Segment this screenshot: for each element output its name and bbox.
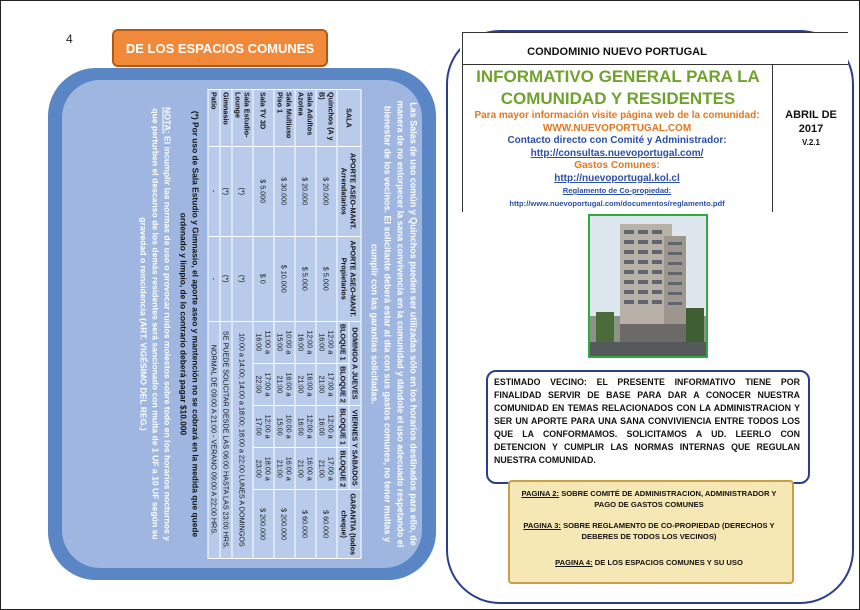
issue-date [776,108,846,150]
cell-dj2: 17:00 a 21:00 [316,363,337,405]
cell-arr: $ 30.000 [274,146,295,236]
cell-prop: $ 0 [253,236,274,321]
spaces-table [208,89,362,559]
cell-arr: $ 5.000 [253,146,274,236]
page-index-text: DE LOS ESPACIOS COMUNES Y SU USO [594,558,743,567]
building-image [590,216,706,356]
table-row [316,90,337,559]
cell-vs2: 16:00 a 21:00 [274,448,295,490]
cell-dj1: 12:00 a 16:00 [295,321,316,363]
cell-arr: - [208,146,220,236]
page-index-label: PAGINA 3: [523,521,561,530]
cell-dj1: 12:00 a 16:00 [316,321,337,363]
building-photo [588,214,708,358]
penalty-note [138,99,174,549]
cell-prop: $ 5.000 [295,236,316,321]
cell-vs2: 16:00 a 21:00 [295,448,316,490]
page-index-label: PAGINA 2: [521,489,560,498]
cell-prop: (*) [220,236,232,321]
col-garantia: GARANTIA (todos cheque) [337,490,361,559]
cell-vs1: 12:00 a 17:00 [253,406,274,448]
cell-prop: $ 10.000 [274,236,295,321]
page-index-text: SOBRE REGLAMENTO DE CO-PROPIEDAD (DERECHOS Y DEBERES DE TODOS LOS VECINOS) [563,521,775,541]
welcome-message: ESTIMADO VECINO: EL PRESENTE INFORMATIVO TIENE POR FINALIDAD SERVIR DE BASE PARA DAR A CONOCER NUESTRA COMUNIDAD EN TEMAS RELACIONADOS CON LA ADMINISTRACION Y SER UN APORTE PARA UNA SANA CONVIVIENCIA ENTRE TODOS LOS QUE LA CONFORMAMOS. SOLICITAMOS A UD. LEERLO CON DETENCION Y CUMPLIR LAS NORMAS INTERNAS QUE REGULAN NUESTRA COMUNIDAD. [494,377,800,465]
web-link[interactable]: WWW.NUEVOPORTUGAL.COM [542,122,692,134]
sub-bloque-2: BLOQUE 2 [337,363,349,405]
cell-sala: Sala TV 3D [253,90,274,147]
col-vie-sab: VIERNES Y SABADOS [349,406,361,490]
web-label: Para mayor información visite página web de la comunidad: [474,110,760,121]
cell-arr: $ 20.000 [316,146,337,236]
cell-garantia: $ 200.000 [274,490,295,559]
table-row [253,90,274,559]
cell-sala: Patio [208,90,220,147]
cell-vs1: 10:00 a 15:00 [274,406,295,448]
table-row [232,90,253,559]
table-row [220,90,232,559]
intro-text: Las Salas de uso común y Quinchos pueden ser utilizadas sólo en los horarios destinados para ello, de manera de no entorpecer la sana convivencia en la comunidad y dándole el uso adecuado respetando el bienestar de los vecinos. El solicitante deberá estar al día con sus gastos comunes, no tener multas y cumplir con las garantías solicitadas. [369,100,419,548]
page-index-item [512,520,786,542]
cell-sala: Gimnasio [220,90,232,147]
version-text: V.2.1 [802,138,820,147]
note-label: NOTA: [162,107,173,134]
cell-arr: (*) [232,146,253,236]
cell-dj2: 16:00 a 21:00 [295,363,316,405]
cell-vs2: 18:00 a 23:00 [253,448,274,490]
section-title: DE LOS ESPACIOS COMUNES [112,29,328,67]
cell-dj2: 16:00 a 21:00 [274,363,295,405]
table-row [295,90,316,559]
cell-horario: SE PUEDE SOLICITAR DESDE LAS 06:00 HASTA LAS 23:00 HRS. [220,321,232,558]
cell-garantia: $ 60.000 [295,490,316,559]
star-note: (*) Por uso de Sala Estudio y Gimnasio, el aporte aseo y mantención no se cobrará en la medida que quede ordenado y limpio, de lo contrario deberá pagar $10.000 [178,110,201,538]
header-divider [462,64,848,65]
cell-garantia: $ 60.000 [316,490,337,559]
cell-horario: NORMAL DE 09:00 A 21:00 - VERANO 09:00 A 22:00 HRS. [208,321,220,558]
table-row [208,90,220,559]
cell-vs2: 17:00 a 21:00 [316,448,337,490]
header-divider [462,32,463,212]
cell-arr: (*) [220,146,232,236]
cell-prop: - [208,236,220,321]
gastos-link[interactable]: http://nuevoportugal.kol.cl [554,172,680,184]
cell-sala: Sala Adultos Azotea [295,90,316,147]
condo-name: CONDOMINIO NUEVO PORTUGAL [527,46,707,58]
main-title: INFORMATIVO GENERAL PARA LA COMUNIDAD Y RESIDENTES [476,67,760,108]
page-index-item [512,557,786,568]
col-aporte-arr: APORTE ASEO-MANT. Arrendatarios [337,146,361,236]
cell-prop: (*) [232,236,253,321]
header-divider [772,64,773,212]
cell-vs1: 12:00 a 16:00 [295,406,316,448]
cell-dj2: 17:00 a 22:00 [253,363,274,405]
sub-bloque-1: BLOQUE 1 [337,321,349,363]
col-aporte-prop: APORTE ASEO-MANT. Propietarios [337,236,361,321]
reglamento-label: Reglamento de Co-propiedad: [562,186,672,195]
page-number: 4 [66,32,73,46]
rotated-content [65,89,420,559]
cell-dj1: 10:00 a 15:00 [274,321,295,363]
col-dom-jue: DOMINGO A JUEVES [349,321,361,405]
cell-dj1: 11:00 a 16:00 [253,321,274,363]
cell-sala: Sala Multiuso Piso 1 [274,90,295,147]
page-index-item [512,488,786,510]
cell-vs1: 12:00 a 16:00 [316,406,337,448]
cell-garantia: $ 200.000 [253,490,274,559]
gastos-label: Gastos Comunes: [574,160,660,171]
note-text: El incumplir las normas de uso o provocar ruidos molestos sobre todo en los horarios nocturnos y que perturben el descanso de los demás residentes será sancionado con multa de 1 UF a 10 UF según su gravedad o reincidencia (ART. VIGÉSIMO DEL REG.) [138,108,173,541]
table-row [274,90,295,559]
page-index-text: SOBRE COMITÉ DE ADMINISTRACION, ADMINISTRADOR Y PAGO DE GASTOS COMUNES [561,489,777,509]
cell-arr: $ 20.000 [295,146,316,236]
date-text: ABRIL DE 2017 [785,109,837,135]
sub-bloque-2: BLOQUE 2 [337,448,349,490]
reglamento-link[interactable]: http://www.nuevoportugal.com/documentos/reglamento.pdf [509,198,725,208]
cell-prop: $ 5.000 [316,236,337,321]
contact-label: Contacto directo con Comité y Administrador: [507,135,727,146]
cell-sala: Quinchos (A y B) [316,90,337,147]
sub-bloque-1: BLOQUE 1 [337,406,349,448]
contact-info [466,110,768,210]
cell-sala: Sala Estudio-Lounge [232,90,253,147]
cell-horario: 10:00 a 14:00; 14:00 a 18:00; 18:00 a 22:00 LUNES A DOMINGOS [232,321,253,558]
contact-link[interactable]: http://consultas.nuevoportugal.com/ [530,147,704,159]
header-divider [462,32,848,33]
col-sala: SALA [337,90,361,147]
page-index-label: PAGINA 4: [555,558,593,567]
